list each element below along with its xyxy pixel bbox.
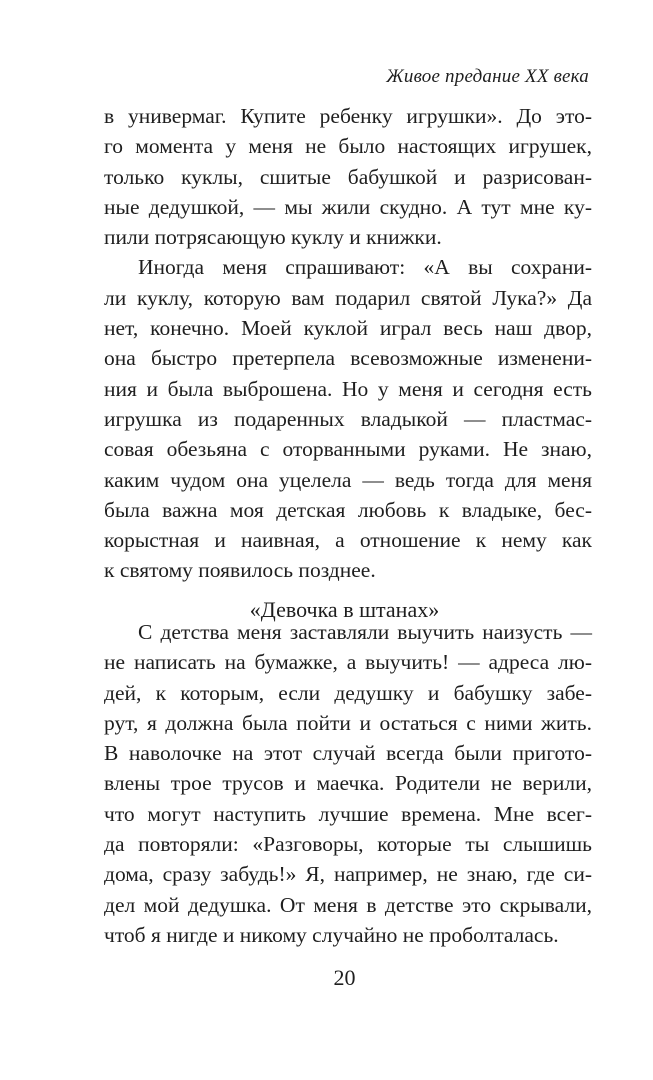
text-line: С детства меня заставляли выучить наизусть — bbox=[138, 620, 592, 644]
text-line: го момента у меня не было настоящих игрушек, bbox=[104, 134, 592, 159]
text-line: ли куклу, которую вам подарил святой Лука?» Да bbox=[104, 285, 592, 310]
text-line: совая обезьяна с оторванными руками. Не знаю, bbox=[104, 437, 592, 462]
text-line: дей, к которым, если дедушку и бабушку забе- bbox=[104, 680, 592, 705]
text-line: игрушка из подаренных владыкой — пластмас- bbox=[104, 406, 592, 431]
text-line: что могут наступить лучшие времена. Мне всег- bbox=[104, 801, 592, 826]
text-line: да повторяли: «Разговоры, которые ты слышишь bbox=[104, 832, 592, 857]
text-line: корыстная и наивная, а отношение к нему как bbox=[104, 528, 592, 553]
section-heading: «Девочка в штанах» bbox=[249, 597, 440, 622]
text-line: к святому появилось позднее. bbox=[104, 558, 376, 583]
text-line: дел мой дедушка. От меня в детстве это скрывали, bbox=[104, 892, 592, 917]
text-line: она быстро претерпела всевозможные изменени- bbox=[104, 346, 592, 371]
text-line: рут, я должна была пойти и остаться с ними жить. bbox=[104, 710, 592, 735]
text-line: была важна моя детская любовь к владыке, бес- bbox=[104, 497, 592, 522]
text-line: влены трое трусов и маечка. Родители не верили, bbox=[104, 771, 592, 796]
text-line: В наволочке на этот случай всегда были пригото- bbox=[104, 741, 592, 766]
text-line: только куклы, сшитые бабушкой и разрисован- bbox=[104, 164, 592, 189]
paragraph bbox=[104, 617, 592, 950]
text-line: в универмаг. Купите ребенку игрушки». До это- bbox=[104, 104, 592, 128]
text-line: ния и была выброшена. Но у меня и сегодня есть bbox=[104, 376, 592, 401]
paragraph bbox=[104, 252, 592, 585]
text-line: ные дедушкой, — мы жили скудно. А тут мне ку- bbox=[104, 194, 592, 219]
text-line: каким чудом она уцелела — ведь тогда для меня bbox=[104, 467, 592, 492]
page-number: 20 bbox=[333, 965, 356, 990]
text-block-before-heading bbox=[104, 101, 592, 586]
text-block-after-heading bbox=[104, 617, 592, 950]
text-line: пили потрясающую куклу и книжки. bbox=[104, 225, 442, 250]
text-line: чтоб я нигде и никому случайно не проболталась. bbox=[104, 922, 559, 947]
text-line: Иногда меня спрашивают: «А вы сохрани- bbox=[138, 255, 592, 280]
text-line: нет, конечно. Моей куклой играл весь наш двор, bbox=[104, 316, 592, 341]
text-line: дома, сразу забудь!» Я, например, не знаю, где си- bbox=[104, 862, 592, 887]
paragraph bbox=[104, 101, 592, 252]
text-line: не написать на бумажке, а выучить! — адреса лю- bbox=[104, 650, 592, 675]
running-head: Живое предание XX века bbox=[386, 66, 589, 87]
